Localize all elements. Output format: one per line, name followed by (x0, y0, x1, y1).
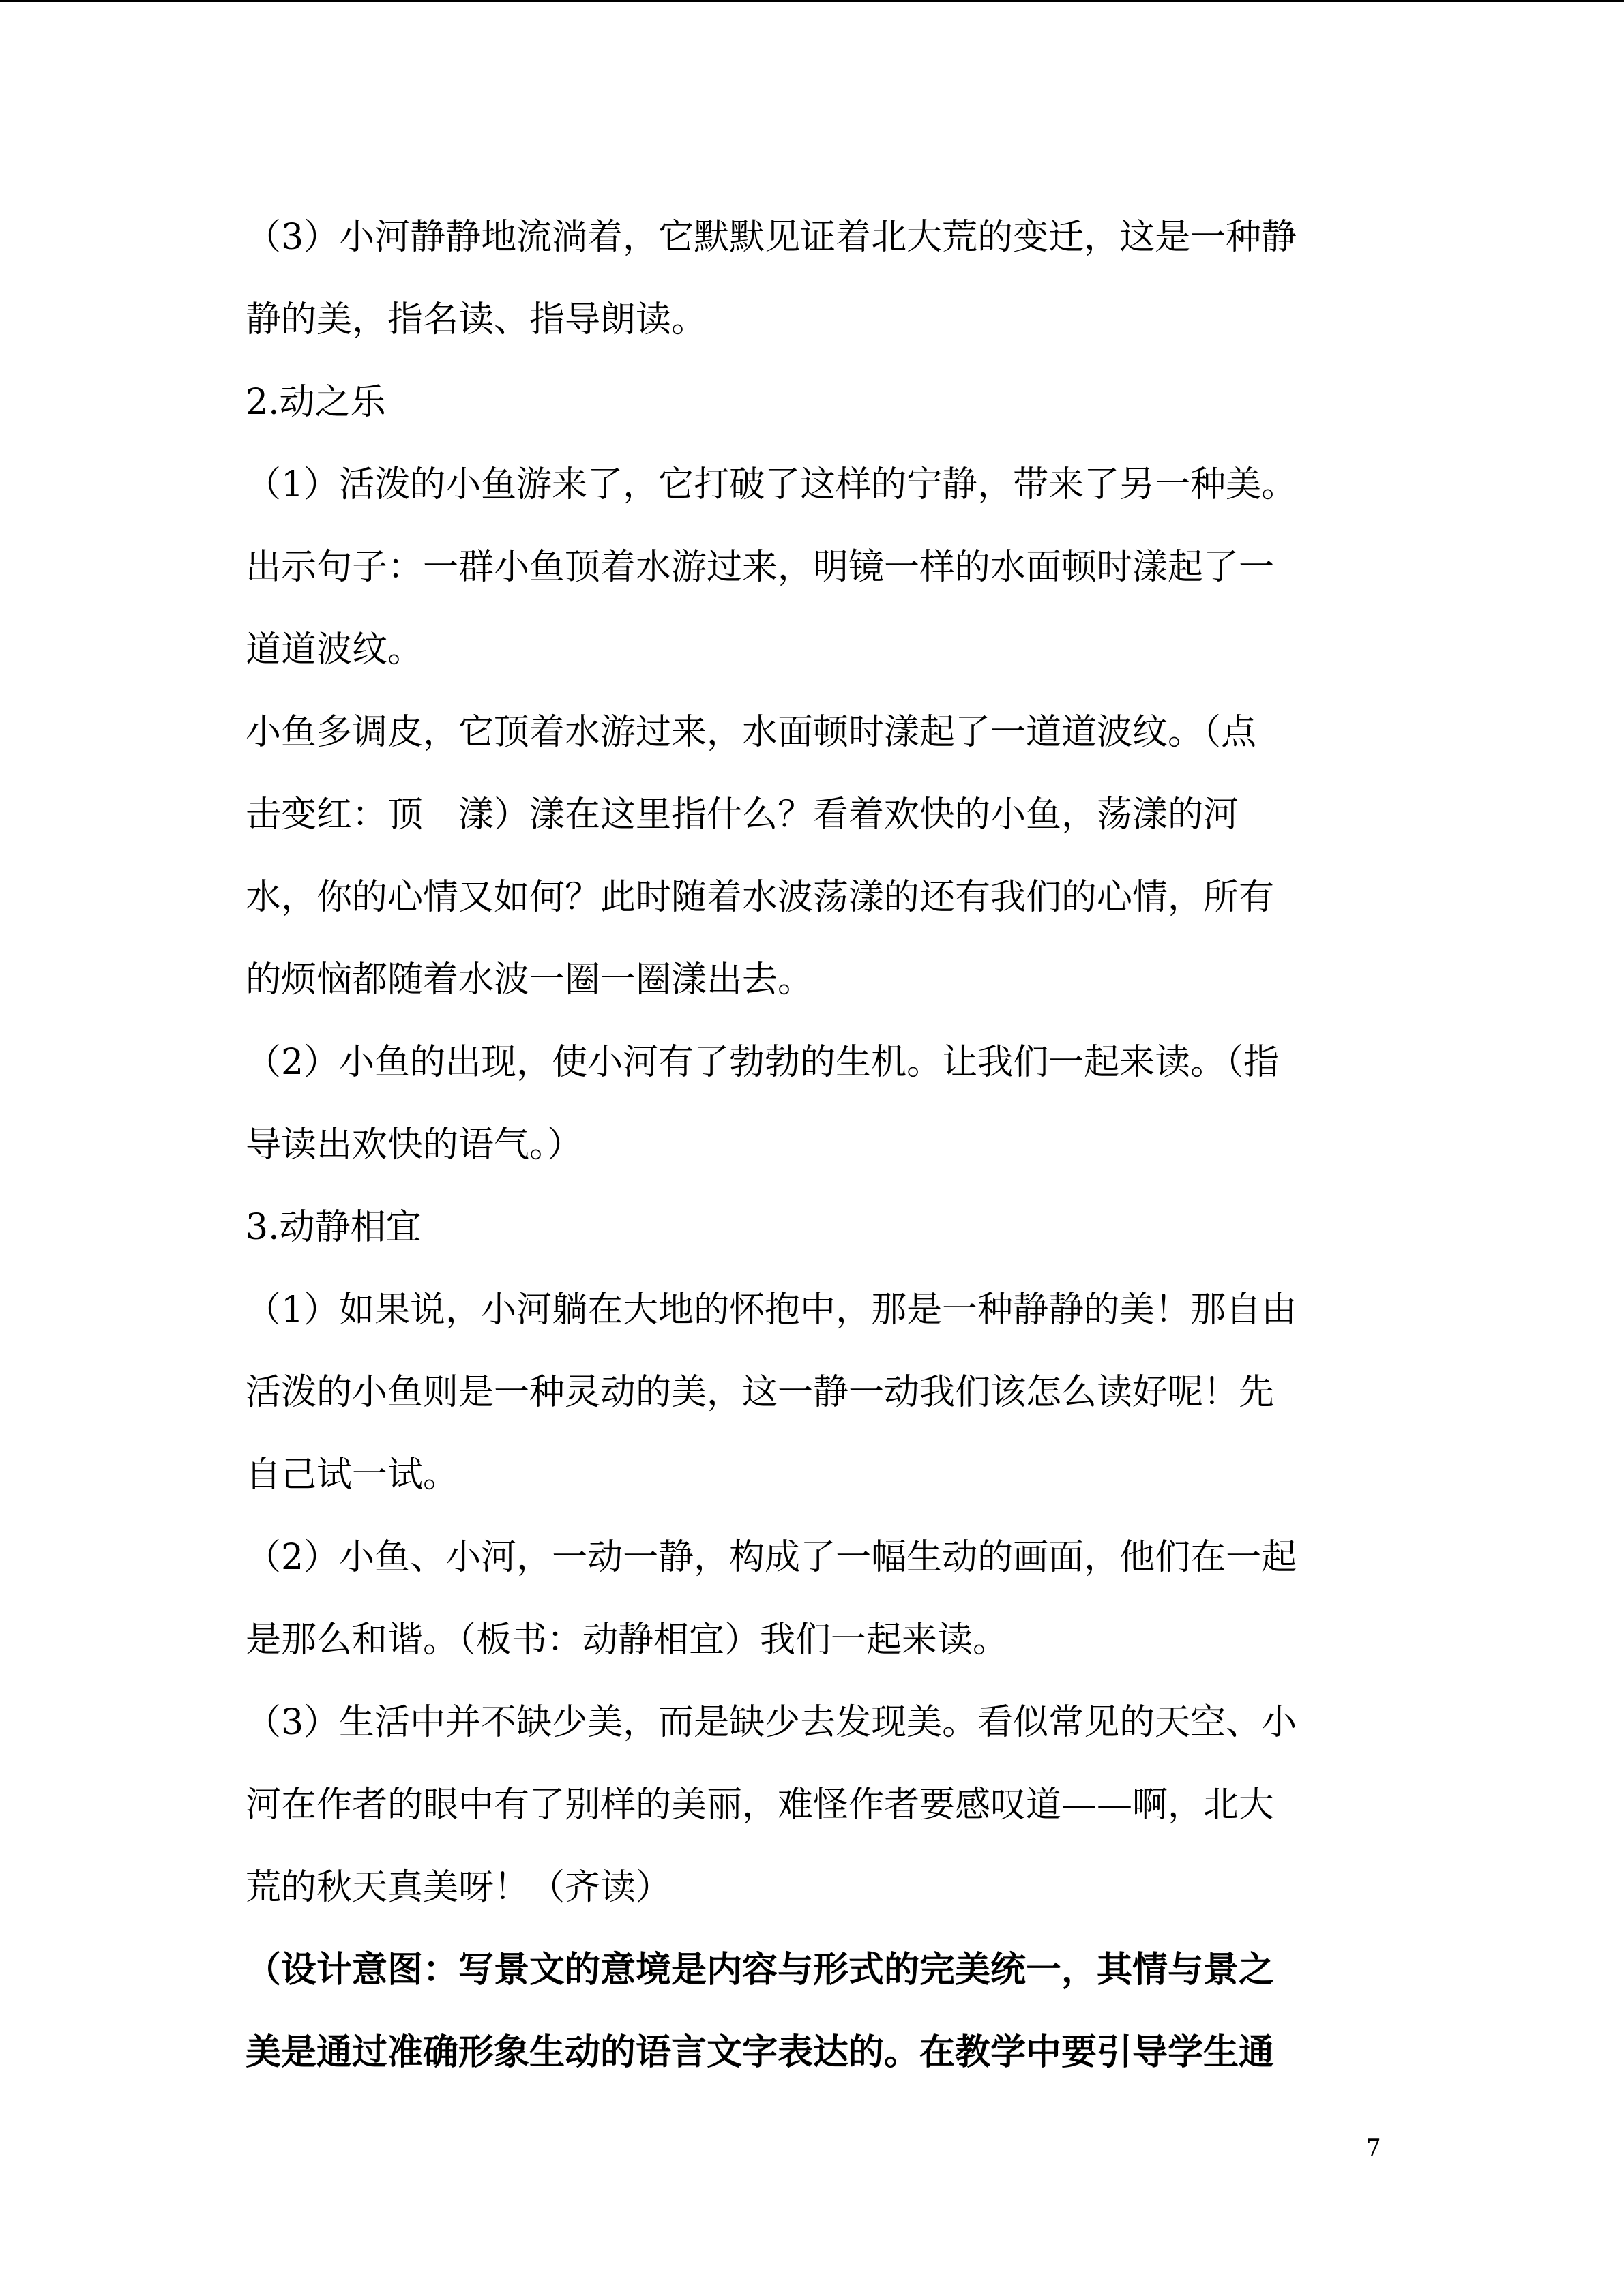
design-intent-line: （设计意图：写景文的意境是内容与形式的完美统一，其情与景之 (246, 1949, 1275, 1991)
text-line: （1）活泼的小鱼游来了，它打破了这样的宁静，带来了另一种美。 (246, 464, 1297, 505)
text-line: 自己试一试。 (246, 1455, 459, 1495)
design-intent-line: 美是通过准确形象生动的语言文字表达的。在教学中要引导学生通 (246, 2031, 1275, 2073)
text-line: （2）小鱼、小河，一动一静，构成了一幅生动的画面，他们在一起 (246, 1537, 1297, 1578)
text-line: 道道波纹。 (246, 629, 424, 670)
section-heading: 3.动静相宜 (246, 1207, 422, 1248)
page-number: 7 (1366, 2134, 1381, 2162)
text-line: （3）生活中并不缺少美，而是缺少去发现美。看似常见的天空、小 (246, 1702, 1297, 1743)
text-line: 是那么和谐。（板书：动静相宜）我们一起来读。 (246, 1620, 1009, 1660)
text-line: 活泼的小鱼则是一种灵动的美，这一静一动我们该怎么读好呢！先 (246, 1372, 1275, 1413)
text-line: （1）如果说，小河躺在大地的怀抱中，那是一种静静的美！那自由 (246, 1289, 1297, 1330)
text-line: 河在作者的眼中有了别样的美丽，难怪作者要感叹道——啊，北大 (246, 1785, 1275, 1825)
top-border-line (0, 0, 1624, 2)
text-line: （3）小河静静地流淌着，它默默见证着北大荒的变迁，这是一种静 (246, 217, 1297, 258)
text-line: （2）小鱼的出现，使小河有了勃勃的生机。让我们一起来读。（指 (246, 1042, 1280, 1083)
text-line: 荒的秋天真美呀！（齐读） (246, 1867, 672, 1908)
section-heading: 2.动之乐 (246, 382, 386, 423)
text-line: 静的美，指名读、指导朗读。 (246, 299, 707, 340)
text-line: 击变红：顶 漾）漾在这里指什么？看着欢快的小鱼，荡漾的河 (246, 794, 1239, 835)
text-line: 的烦恼都随着水波一圈一圈漾出去。 (246, 959, 814, 1000)
text-line: 小鱼多调皮，它顶着水游过来，水面顿时漾起了一道道波纹。（点 (246, 712, 1257, 753)
text-line: 导读出欢快的语气。） (246, 1124, 583, 1165)
text-line: 出示句子：一群小鱼顶着水游过来，明镜一样的水面顿时漾起了一 (246, 547, 1275, 588)
text-line: 水，你的心情又如何？此时随着水波荡漾的还有我们的心情，所有 (246, 877, 1275, 918)
